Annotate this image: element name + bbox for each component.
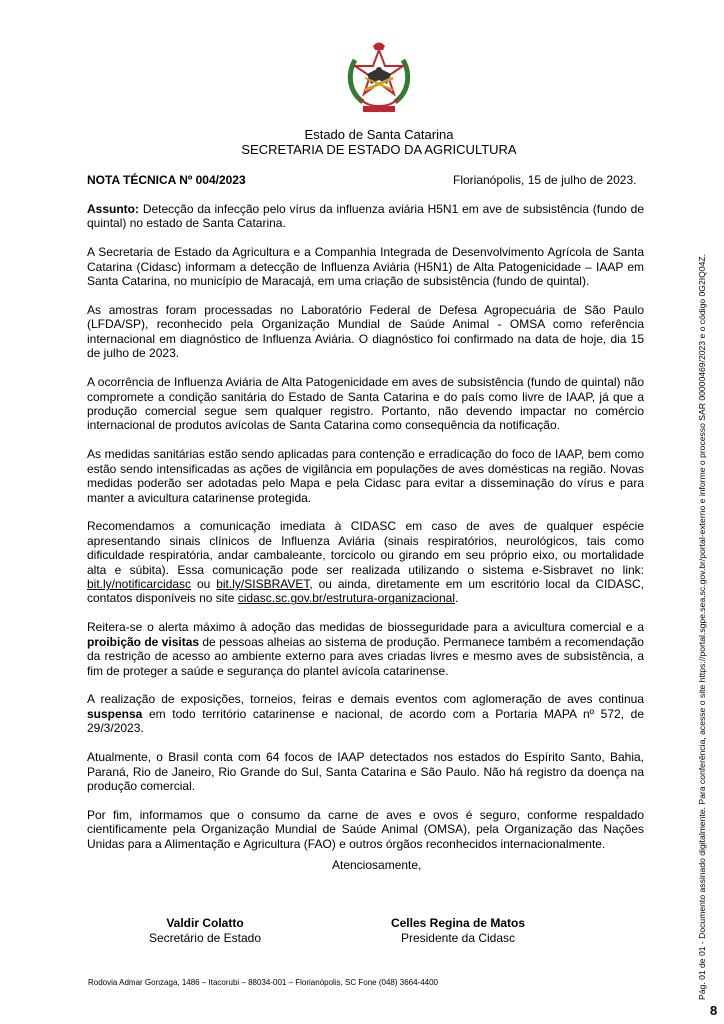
digital-signature-note: Pág. 01 de 01 - Documento assinado digitalmente. Para conferência, acesse o site https://portal.sgpe.sea.sc.gov.br/portal-externo e informe o processo SAR 00000469/2023 e o código 0G2IQ04Z. [697, 253, 707, 1000]
secretariat-name: SECRETARIA DE ESTADO DA AGRICULTURA [241, 142, 517, 157]
paragraph-events [87, 692, 644, 735]
link-estrutura-organizacional[interactable]: cidasc.sc.gov.br/estrutura-organizacional [237, 591, 455, 606]
events-text-a: A realização de exposições, torneios, feiras e demais eventos com aglomeração de aves continua [87, 692, 644, 707]
biosecurity-text-a: Reitera-se o alerta máximo à adoção das medidas de biosseguridade para a avicultura comercial e a [87, 620, 644, 635]
signature-name: Valdir Colatto [166, 916, 244, 930]
subject-text: Detecção da infecção pelo vírus da influenza aviária H5N1 em ave de subsistência (fundo de quintal) no estado de Santa Catarina. [87, 202, 644, 231]
recommendation-text-c: , ou ainda, diretamente em um escritório local da CIDASC, contatos disponíveis no site [87, 577, 644, 606]
paragraph-recommendation [87, 519, 644, 605]
biosecurity-bold: proibição de visitas [87, 634, 200, 649]
events-text-b: em todo território catarinense e nacional, de acordo com a Portaria MAPA nº 572, de 29/3/2023. [87, 706, 644, 736]
subject-label: Assunto: [87, 202, 139, 216]
state-coat-of-arms-icon [343, 40, 415, 116]
signature-secretary [140, 916, 270, 946]
subject-paragraph [87, 202, 644, 231]
signature-role: Presidente da Cidasc [400, 931, 516, 945]
recommendation-text-d: . [454, 591, 459, 606]
link-notificarcidasc[interactable]: bit.ly/notificarcidasc [87, 577, 192, 592]
events-bold: suspensa [87, 706, 143, 721]
recommendation-text-b: ou [191, 577, 217, 592]
signature-president [378, 916, 538, 946]
biosecurity-text-b: de pessoas alheias ao sistema de produção. Permanece também a recomendação da restrição de acesso ao ambiente externo para aves criadas livres e mesmo aves de subsistência, a fim de proteger a saúde e segurança do plantel avícola catarinense. [87, 634, 644, 678]
paragraph-outbreaks: Atualmente, o Brasil conta com 64 focos de IAAP detectados nos estados do Espírito Santo, Bahia, Paraná, Rio de Janeiro, Rio Grande do Sul, Santa Catarina e São Paulo. Não há registro da doença na produção comercial. [87, 750, 644, 793]
place-and-date: Florianópolis, 15 de julho de 2023. [453, 173, 637, 187]
technical-note-number: NOTA TÉCNICA Nº 004/2023 [87, 173, 246, 187]
closing-text: Atenciosamente, [332, 858, 422, 872]
state-name: Estado de Santa Catarina [304, 127, 454, 142]
paragraph-sanitary-status: A ocorrência de Influenza Aviária de Alta Patogenicidade em aves de subsistência (fundo de quintal) não compromete a condição sanitária do Estado de Santa Catarina e do país como livre de IAAP, já que a produção comercial segue sem qualquer registro. Portanto, não devendo impactar no comércio internacional de produtos avícolas de Santa Catarina como consequência da notificação. [87, 375, 644, 433]
paragraph-food-safety: Por fim, informamos que o consumo da carne de aves e ovos é seguro, conforme respaldado cientificamente pela Organização Mundial de Saúde Animal (OMSA), pela Organização das Nações Unidas para a Alimentação e Agricultura (FAO) e outros órgãos reconhecidos internacionalmente. [87, 807, 644, 851]
signature-role: Secretário de Estado [148, 931, 262, 945]
footer-address: Rodovia Admar Gonzaga, 1486 – Itacorubi – 88034-001 – Florianópolis, SC Fone (048) 3664-4400 [88, 978, 439, 987]
recommendation-text-a: Recomendamos a comunicação imediata à CIDASC em caso de aves de qualquer espécie apresentando sinais clínicos de Influenza Aviária (sinais respiratórios, neurológicos, tais como dificuldade respiratória, andar cambaleante, torcicolo ou girando em seu próprio eixo, ou mortalidade alta e súbita). Essa comunicação pode ser realizada utilizando o sistema e-Sisbravet no link: [87, 519, 644, 577]
paragraph-detection: A Secretaria de Estado da Agricultura e a Companhia Integrada de Desenvolvimento Agrícola de Santa Catarina (Cidasc) informam a detecção de Influenza Aviária (H5N1) de Alta Patogenicidade – IAAP em Santa Catarina, no município de Maracajá, em uma criação de subsistência (fundo de quintal). [87, 245, 644, 289]
note-body [87, 202, 644, 866]
link-sisbravet[interactable]: bit.ly/SISBRAVET [216, 577, 310, 592]
signature-name: Celles Regina de Matos [390, 916, 526, 930]
paragraph-biosecurity [87, 620, 644, 678]
paragraph-samples: As amostras foram processadas no Laboratório Federal de Defesa Agropecuária de São Paulo (LFDA/SP), reconhecido pela Organização Mundial de Saúde Animal - OMSA como referência internacional em diagnóstico de Influenza Aviária. O diagnóstico foi confirmado na data de hoje, dia 15 de julho de 2023. [87, 303, 644, 361]
paragraph-measures: As medidas sanitárias estão sendo aplicadas para contenção e erradicação do foco de IAAP, bem como estão sendo intensificadas as ações de vigilância em populações de aves domésticas na região. Novas medidas poderão ser adotadas pelo Mapa e pela Cidasc para evitar a disseminação do vírus e para manter a avicultura catarinense protegida. [87, 447, 644, 505]
page-number: 8 [710, 1003, 718, 1018]
